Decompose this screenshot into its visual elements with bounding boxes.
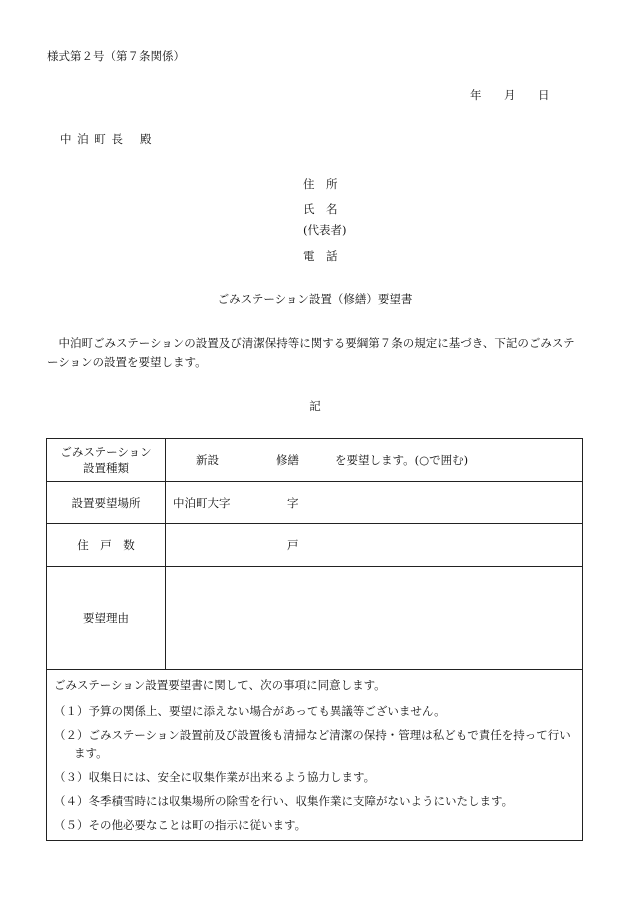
option-new[interactable]: 新設 <box>196 453 219 467</box>
applicant-address-label: 住 所 <box>303 177 338 191</box>
document-title: ごみステーション設置（修繕）要望書 <box>217 292 413 306</box>
date-month-label: 月 <box>504 88 516 102</box>
households-label: 住 戸 数 <box>47 524 166 567</box>
table-row-consent <box>47 670 583 841</box>
table-row-reason <box>47 567 583 670</box>
consent-cell <box>47 670 583 841</box>
addressee-name: 中 泊 町 長 <box>60 132 124 146</box>
type-value-cell[interactable] <box>166 439 583 482</box>
reason-value-cell[interactable] <box>166 567 583 670</box>
table-row-type <box>47 439 583 482</box>
type-label-line2: 設置種類 <box>83 461 129 475</box>
consent-item-2: （２）ごみステーション設置前及び設置後も清掃など清潔の保持・管理は私どもで責任を持って行います。 <box>54 728 571 760</box>
consent-item-4: （４）冬季積雪時には収集場所の除雪を行い、収集作業に支障がないようにいたします。 <box>54 794 514 808</box>
reason-label: 要望理由 <box>47 567 166 670</box>
location-aza: 字 <box>287 495 299 510</box>
consent-item-5: （５）その他必要なことは町の指示に従います。 <box>54 818 307 832</box>
location-label: 設置要望場所 <box>47 482 166 524</box>
type-note: を要望します。(○で囲む) <box>335 453 469 467</box>
date-day-label: 日 <box>538 88 550 102</box>
document-body: 中泊町ごみステーションの設置及び清潔保持等に関する要綱第７条の規定に基づき、下記のごみステーションの設置を要望します。 <box>47 336 575 369</box>
consent-intro: ごみステーション設置要望書に関して、次の事項に同意します。 <box>54 678 386 692</box>
table-row-location <box>47 482 583 524</box>
type-label-line1: ごみステーション <box>60 445 152 459</box>
type-label-cell <box>47 439 166 482</box>
ki-heading: 記 <box>309 399 321 413</box>
consent-item-1: （１）予算の関係上、要望に添えない場合があっても異議等ございません。 <box>54 704 446 718</box>
location-value-cell[interactable] <box>166 482 583 524</box>
location-town: 中泊町大字 <box>173 495 231 510</box>
applicant-representative-label: (代表者) <box>303 223 347 237</box>
option-repair[interactable]: 修繕 <box>276 453 299 467</box>
table-row-households <box>47 524 583 567</box>
applicant-phone-label: 電 話 <box>303 249 338 263</box>
addressee-suffix: 殿 <box>139 132 153 146</box>
date-year-label: 年 <box>470 88 482 102</box>
consent-item-3: （３）収集日には、安全に収集作業が出来るよう協力します。 <box>54 770 376 784</box>
households-unit: 戸 <box>287 538 299 552</box>
form-number: 様式第２号（第７条関係） <box>47 49 185 63</box>
applicant-name-label: 氏 名 <box>303 202 338 216</box>
request-form-table <box>46 438 583 841</box>
households-value-cell[interactable] <box>166 524 583 567</box>
addressee <box>60 131 152 147</box>
